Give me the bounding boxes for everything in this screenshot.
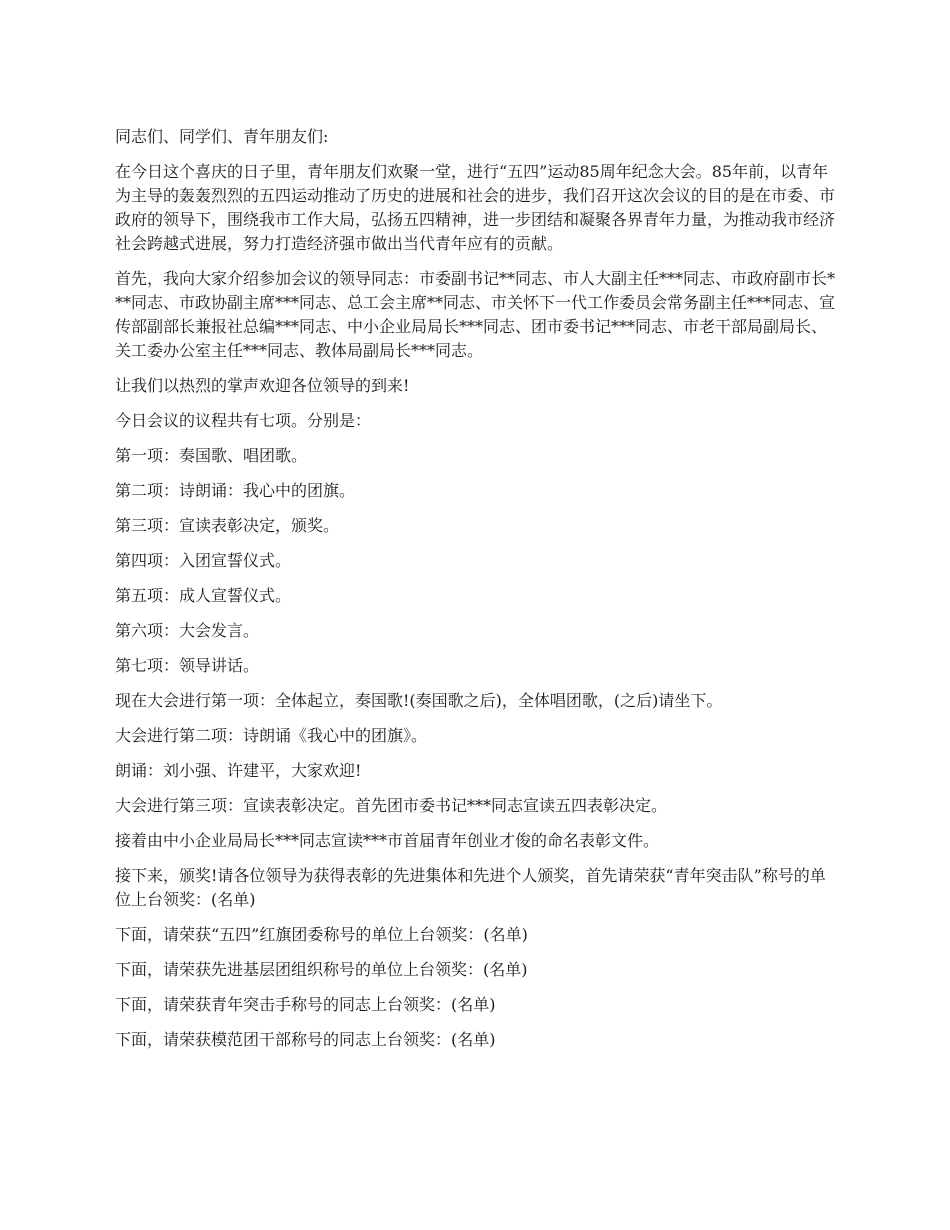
agenda-item: 第五项：成人宣誓仪式。: [115, 586, 292, 605]
paragraph-recitation: 朗诵：刘小强、许建平，大家欢迎!: [115, 761, 362, 780]
document-body: [115, 125, 840, 1063]
agenda-item: 第二项：诗朗诵：我心中的团旗。: [115, 481, 356, 500]
agenda-item: 第一项：奏国歌、唱团歌。: [115, 446, 308, 465]
agenda-item: 第四项：入团宣誓仪式。: [115, 551, 292, 570]
paragraph-welcome: 让我们以热烈的掌声欢迎各位领导的到来!: [115, 376, 410, 395]
paragraph-opening: 在今日这个喜庆的日子里，青年朋友们欢聚一堂，进行“五四”运动85周年纪念大会。85年前，以青年为主导的轰轰烈烈的五四运动推动了历史的进展和社会的进步，我们召开这次会议的目的是在市委、市政府的领导下，围绕我市工作大局，弘扬五四精神，进一步团结和凝聚各界青年力量，为推动我市经济社会跨越式进展，努力打造经济强市做出当代青年应有的贡献。: [115, 162, 836, 253]
paragraph-announcement: 接着由中小企业局局长***同志宣读***市首届青年创业才俊的命名表彰文件。: [115, 831, 660, 850]
paragraph-award: 下面，请荣获“五四”红旗团委称号的单位上台领奖：(名单): [115, 925, 528, 944]
agenda-item: 第三项：宣读表彰决定，颁奖。: [115, 516, 340, 535]
paragraph-agenda-intro: 今日会议的议程共有七项。分别是：: [115, 411, 372, 430]
paragraph-introduction: 首先，我向大家介绍参加会议的领导同志：市委副书记**同志、市人大副主任***同志、市政府副市长***同志、市政协副主席***同志、总工会主席**同志、市关怀下一代工作委员会常务副主任***同志、宣传部副部长兼报社总编***同志、中小企业局局长***同志、团市委书记***同志、市老干部局副局长、关工委办公室主任***同志、教体局副局长***同志。: [115, 269, 836, 360]
paragraph-item-one: 现在大会进行第一项：全体起立，奏国歌!(奏国歌之后)，全体唱团歌，(之后)请坐下。: [115, 691, 723, 710]
paragraph-item-two: 大会进行第二项：诗朗诵《我心中的团旗》。: [115, 726, 428, 745]
paragraph-item-three: 大会进行第三项：宣读表彰决定。首先团市委书记***同志宣读五四表彰决定。: [115, 796, 668, 815]
paragraph-award: 下面，请荣获模范团干部称号的同志上台领奖：(名单): [115, 1030, 496, 1049]
paragraph-award: 下面，请荣获先进基层团组织称号的单位上台领奖：(名单): [115, 960, 528, 979]
paragraph-award-intro: 接下来，颁奖!请各位领导为获得表彰的先进集体和先进个人颁奖，首先请荣获“青年突击队”称号的单位上台领奖：(名单): [115, 866, 826, 909]
agenda-item: 第六项：大会发言。: [115, 621, 260, 640]
agenda-item: 第七项：领导讲话。: [115, 656, 260, 675]
paragraph-award: 下面，请荣获青年突击手称号的同志上台领奖：(名单): [115, 995, 496, 1014]
salutation: 同志们、同学们、青年朋友们:: [115, 127, 329, 146]
